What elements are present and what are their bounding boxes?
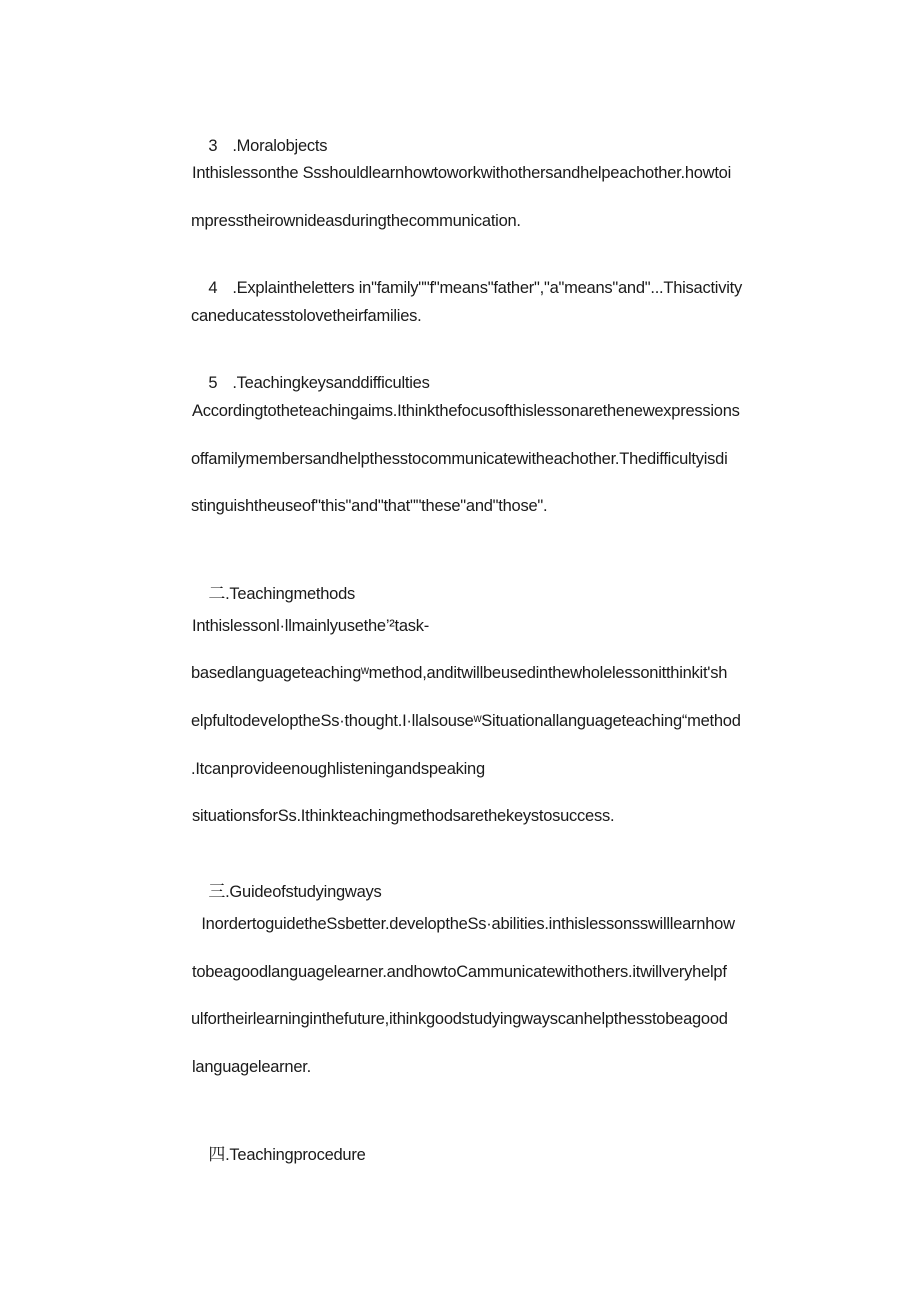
section-title: .Guideofstudyingways	[225, 883, 382, 901]
paragraph-line: .Itcanprovideenoughlisteningandspeaking	[191, 760, 485, 778]
section-number: 5	[208, 374, 218, 392]
paragraph-line: offamilymembersandhelpthesstocommunicatewitheachother.Thedifficultyisdi	[191, 450, 728, 468]
paragraph-line: situationsforSs.Ithinkteachingmethodsarethekeystosuccess.	[192, 807, 615, 825]
paragraph-line: InordertoguidetheSsbetter.developtheSs·abilities.inthislessonsswilllearnhow	[197, 915, 735, 933]
section-three-heading	[191, 862, 382, 922]
paragraph-line: tobeagoodlanguagelearner.andhowtoCammunicatewithothers.itwillveryhelpf	[192, 963, 727, 981]
paragraph-line: ulfortheirlearninginthefuture,ithinkgoodstudyingwayscanhelpthesstobeagood	[191, 1010, 728, 1028]
section-number: 4	[208, 279, 218, 297]
section-title: .Teachingprocedure	[225, 1146, 366, 1164]
section-mark: 四	[208, 1145, 226, 1165]
section-four-heading	[191, 1125, 366, 1185]
paragraph-line: stinguishtheuseof"this"and"that""these"and"those".	[191, 497, 548, 515]
section-title: .Moralobjects	[232, 137, 328, 155]
paragraph-line: Inthislessonthe Ssshouldlearnhowtoworkwithothersandhelpeachother.howtoi	[192, 164, 732, 182]
section-two-heading	[191, 564, 355, 624]
paragraph-line: caneducatesstolovetheirfamilies.	[191, 307, 422, 325]
paragraph-line: Accordingtotheteachingaims.Ithinkthefocusofthislessonarethenewexpressions	[192, 402, 740, 420]
paragraph-line: .Explaintheletters in"family""f"means"father","a"means"and"...Thisactivity	[232, 279, 742, 297]
section-mark: 二	[208, 584, 226, 604]
paragraph-line: basedlanguageteachingʷmethod,anditwillbeusedinthewholelessonitthinkit'sh	[191, 664, 728, 682]
section-title: .Teachingkeysanddifficulties	[232, 374, 430, 392]
paragraph-line: elpfultodeveloptheSs·thought.I·llalsouseʷSituationallanguageteaching“method	[191, 712, 741, 730]
paragraph-line: mpresstheirownideasduringthecommunication.	[191, 212, 521, 230]
section-title: .Teachingmethods	[225, 585, 356, 603]
paragraph-line: Inthislessonl·llmainlyusethe’²task-	[192, 617, 430, 635]
section-mark: 三	[208, 882, 226, 902]
paragraph-line: languagelearner.	[192, 1058, 311, 1076]
section-number: 3	[208, 137, 218, 155]
